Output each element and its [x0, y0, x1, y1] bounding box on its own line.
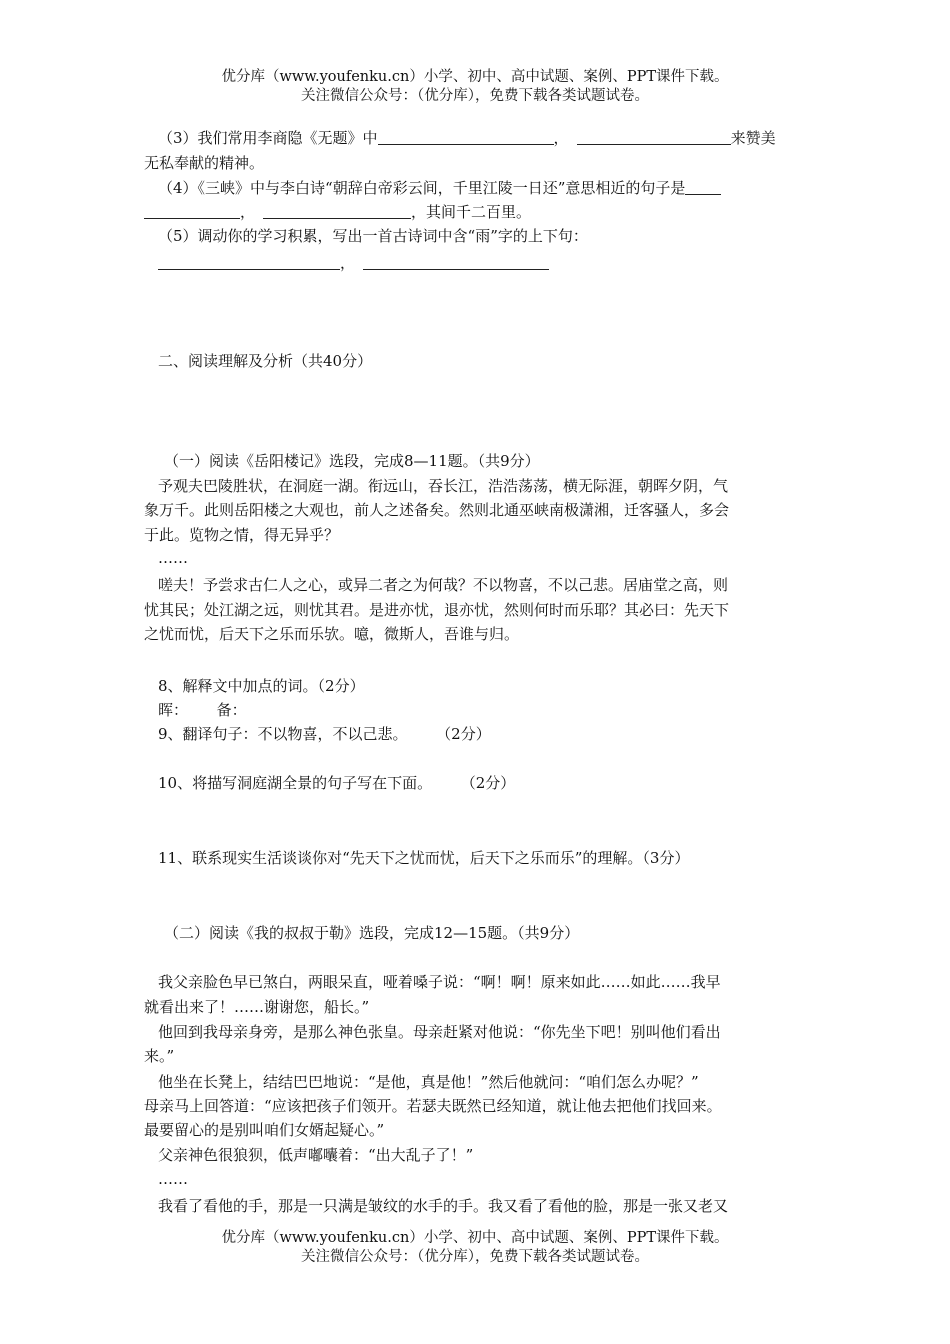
question-3-line-1: （3）我们常用李商隐《无题》中 ， 来赞美: [158, 129, 776, 147]
ellipsis: ……: [158, 549, 188, 567]
question-3-line-2: 无私奉献的精神。: [144, 154, 265, 172]
section-2-heading: 二、阅读理解及分析（共40分）: [158, 352, 373, 370]
passage-1-line: 予观夫巴陵胜状，在洞庭一湖。衔远山，吞长江，浩浩荡荡，横无际涯，朝晖夕阴，气: [158, 477, 729, 495]
passage-2-line: 就看出来了！……谢谢您，船长。”: [144, 998, 370, 1016]
page-header: [0, 68, 950, 106]
passage-1-line: 象万千。此则岳阳楼之大观也，前人之述备矣。然则北通巫峡南极潇湘，迁客骚人，多会: [144, 501, 730, 519]
header-line-2: 关注微信公众号：（优分库），免费下载各类试题试卷。: [301, 88, 649, 104]
question-5-line-2: ，: [158, 251, 549, 275]
passage-2-line: 他坐在长凳上，结结巴巴地说：“是他，真是他！”然后他就问：“咱们怎么办呢？”: [158, 1073, 699, 1091]
question-9: 9、翻译句子：不以物喜，不以己悲。 （2分）: [158, 725, 491, 743]
question-4-line-2: ， ，其间千二百里。: [144, 200, 531, 224]
header-line-1: 优分库（www.youfenku.cn）小学、初中、高中试题、案例、PPT课件下载。: [221, 69, 729, 85]
answer-blank[interactable]: [144, 202, 240, 219]
passage-2-line: 父亲神色很狼狈，低声嘟囔着：“出大乱子了！”: [158, 1146, 474, 1164]
footer-line-2: 关注微信公众号：（优分库），免费下载各类试题试卷。: [301, 1249, 649, 1265]
passage-1-intro: （一）阅读《岳阳楼记》选段，完成8—11题。（共9分）: [164, 452, 540, 470]
ellipsis: ……: [158, 1170, 188, 1188]
passage-2-intro: （二）阅读《我的叔叔于勒》选段，完成12—15题。（共9分）: [164, 924, 580, 942]
question-8: 8、解释文中加点的词。（2分）: [158, 677, 365, 695]
passage-2-line: 我父亲脸色早已煞白，两眼呆直，哑着嗓子说：“啊！啊！原来如此……如此……我早: [158, 973, 721, 991]
answer-blank[interactable]: [158, 253, 340, 270]
question-11: 11、联系现实生活谈谈你对“先天下之忧而忧，后天下之乐而乐”的理解。（3分）: [158, 849, 690, 867]
passage-2-line: 我看了看他的手，那是一只满是皱纹的水手的手。我又看了看他的脸，那是一张又老又: [158, 1197, 729, 1215]
page-footer: [0, 1229, 950, 1267]
passage-2-line: 来。”: [144, 1047, 175, 1065]
question-8-sub: 晖： 备：: [158, 701, 247, 719]
passage-2-line: 最要留心的是别叫咱们女婿起疑心。”: [144, 1121, 385, 1139]
footer-line-1: 优分库（www.youfenku.cn）小学、初中、高中试题、案例、PPT课件下载。: [221, 1230, 729, 1246]
passage-1-line: 嗟夫！予尝求古仁人之心，或异二者之为何哉？不以物喜，不以己悲。居庙堂之高，则: [158, 576, 729, 594]
passage-2-line: 母亲马上回答道：“应该把孩子们领开。若瑟夫既然已经知道，就让他去把他们找回来。: [144, 1097, 722, 1115]
answer-blank[interactable]: [363, 253, 549, 270]
question-5-line-1: （5）调动你的学习积累，写出一首古诗词中含“雨”字的上下句：: [158, 227, 588, 245]
answer-blank[interactable]: [685, 178, 721, 195]
answer-blank[interactable]: [378, 128, 554, 145]
passage-2-line: 他回到我母亲身旁，是那么神色张皇。母亲赶紧对他说：“你先坐下吧！别叫他们看出: [158, 1023, 721, 1041]
passage-1-line: 之忧而忧，后天下之乐而乐欤。噫，微斯人，吾谁与归。: [144, 625, 520, 643]
answer-blank[interactable]: [577, 128, 731, 145]
answer-blank[interactable]: [263, 202, 411, 219]
passage-1-line: 于此。览物之情，得无异乎？: [144, 526, 340, 544]
question-4-line-1: （4）《三峡》中与李白诗“朝辞白帝彩云间，千里江陵一日还”意思相近的句子是: [158, 176, 721, 200]
passage-1-line: 忧其民；处江湖之远，则忧其君。是进亦忧，退亦忧，然则何时而乐耶？其必曰：先天下: [144, 601, 730, 619]
question-10: 10、将描写洞庭湖全景的句子写在下面。 （2分）: [158, 774, 516, 792]
